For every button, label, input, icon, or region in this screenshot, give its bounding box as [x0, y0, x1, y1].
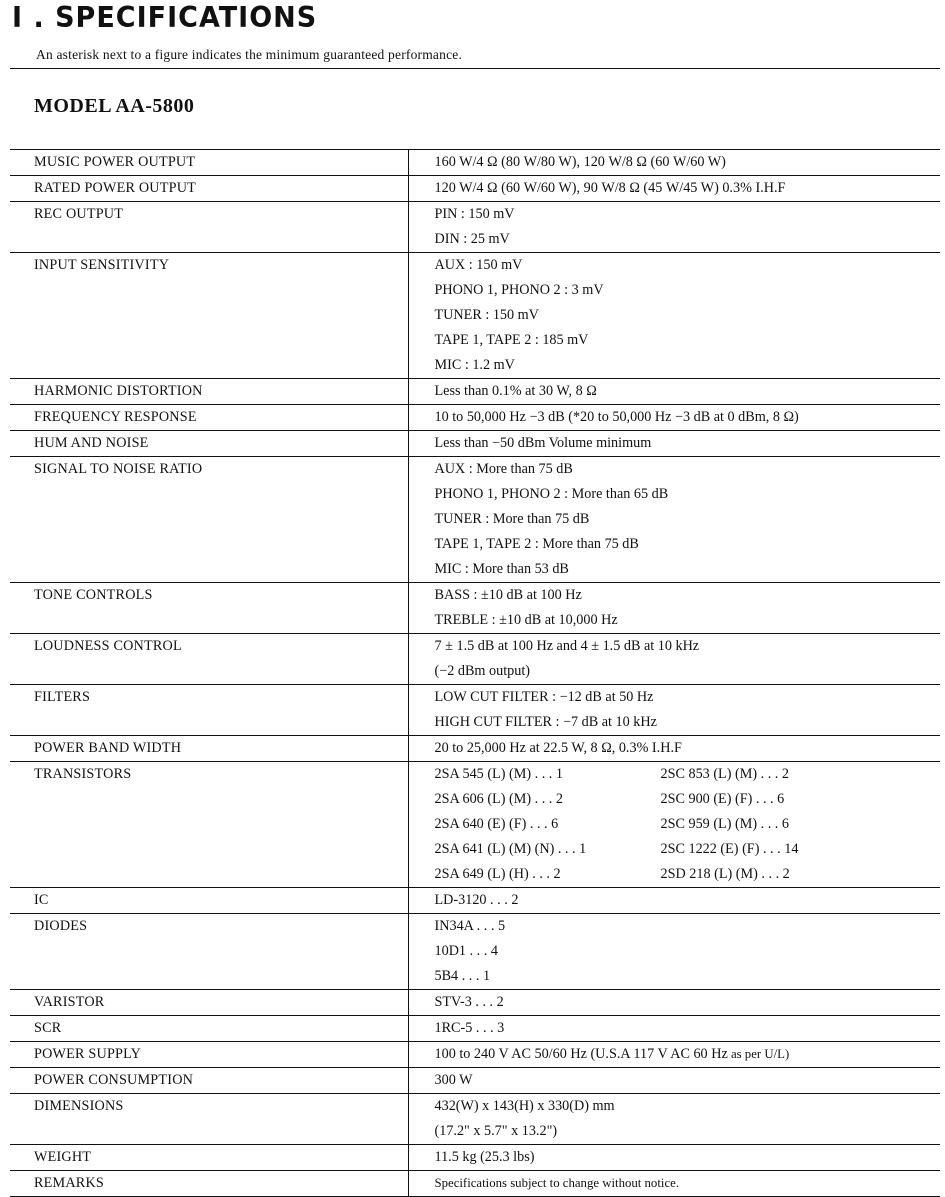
spec-label: DIODES	[10, 914, 408, 990]
spec-value-line: Less than 0.1% at 30 W, 8 Ω	[434, 383, 597, 399]
spec-value-line: LOW CUT FILTER : −12 dB at 50 Hz	[434, 689, 654, 705]
spec-row-harmonic-distortion	[10, 379, 940, 405]
spec-row-input-sensitivity	[10, 253, 940, 379]
transistor-item: 2SD 218 (L) (M) . . . 2	[660, 866, 790, 882]
spec-row-dimensions	[10, 1094, 940, 1145]
spec-value	[408, 1068, 940, 1094]
spec-label: POWER BAND WIDTH	[10, 736, 408, 762]
spec-value-line: 10 to 50,000 Hz −3 dB (*20 to 50,000 Hz −3 dB at 0 dBm, 8 Ω)	[434, 409, 799, 425]
spec-value	[408, 1094, 940, 1145]
spec-value-line: AUX : 150 mV	[434, 257, 523, 273]
spec-row-rated-power-output	[10, 176, 940, 202]
transistor-item: 2SC 1222 (E) (F) . . . 14	[660, 841, 799, 857]
spec-value-line: BASS : ±10 dB at 100 Hz	[434, 587, 582, 603]
spec-value-line: 300 W	[434, 1072, 473, 1088]
spec-value	[408, 457, 940, 583]
spec-value	[408, 1042, 940, 1068]
spec-row-weight	[10, 1145, 940, 1171]
spec-value-line: STV-3 . . . 2	[434, 994, 504, 1010]
spec-value-line: 11.5 kg (25.3 lbs)	[434, 1149, 535, 1165]
spec-value	[408, 634, 940, 685]
spec-value-line: DIN : 25 mV	[434, 231, 510, 247]
transistor-item: 2SA 640 (E) (F) . . . 6	[434, 816, 559, 832]
spec-value-line: PHONO 1, PHONO 2 : More than 65 dB	[434, 486, 669, 502]
spec-label: REC OUTPUT	[10, 202, 408, 253]
transistor-item: 2SC 959 (L) (M) . . . 6	[660, 816, 789, 832]
spec-label: LOUDNESS CONTROL	[10, 634, 408, 685]
spec-value	[408, 379, 940, 405]
spec-row-rec-output	[10, 202, 940, 253]
spec-value	[408, 685, 940, 736]
spec-value	[408, 990, 940, 1016]
spec-row-tone-controls	[10, 583, 940, 634]
spec-row-remarks	[10, 1171, 940, 1197]
spec-row-power-supply	[10, 1042, 940, 1068]
spec-value-line: TAPE 1, TAPE 2 : More than 75 dB	[434, 536, 639, 552]
spec-row-filters	[10, 685, 940, 736]
spec-value-line: TUNER : More than 75 dB	[434, 511, 590, 527]
spec-value	[408, 1171, 940, 1197]
spec-label: TONE CONTROLS	[10, 583, 408, 634]
title-rule	[10, 68, 940, 69]
spec-value	[408, 583, 940, 634]
spec-value-line: PHONO 1, PHONO 2 : 3 mV	[434, 282, 604, 298]
spec-label: FREQUENCY RESPONSE	[10, 405, 408, 431]
spec-label: VARISTOR	[10, 990, 408, 1016]
spec-value	[408, 405, 940, 431]
spec-label: POWER SUPPLY	[10, 1042, 408, 1068]
spec-value-line: Less than −50 dBm Volume minimum	[434, 435, 652, 451]
spec-value-line: 5B4 . . . 1	[434, 968, 491, 984]
spec-value-line: (17.2" x 5.7" x 13.2")	[434, 1123, 558, 1139]
spec-row-diodes	[10, 914, 940, 990]
spec-value-line: 432(W) x 143(H) x 330(D) mm	[434, 1098, 615, 1114]
spec-value	[408, 150, 940, 176]
page-title: I . SPECIFICATIONS	[12, 2, 318, 35]
spec-value-line: MIC : 1.2 mV	[434, 357, 515, 373]
spec-value	[408, 736, 940, 762]
spec-label: DIMENSIONS	[10, 1094, 408, 1145]
spec-label: IC	[10, 888, 408, 914]
spec-value	[408, 1016, 940, 1042]
spec-value-line: LD-3120 . . . 2	[434, 892, 519, 908]
spec-value	[408, 914, 940, 990]
spec-value-line: 1RC-5 . . . 3	[434, 1020, 505, 1036]
transistor-item: 2SA 649 (L) (H) . . . 2	[434, 866, 561, 882]
spec-row-signal-to-noise-ratio	[10, 457, 940, 583]
power-supply-note: as per U/L)	[727, 1047, 790, 1061]
spec-value-line: 10D1 . . . 4	[434, 943, 498, 959]
spec-value-line: MIC : More than 53 dB	[434, 561, 569, 577]
transistor-item: 2SA 606 (L) (M) . . . 2	[434, 791, 563, 807]
spec-value-line: 20 to 25,000 Hz at 22.5 W, 8 Ω, 0.3% I.H.F	[434, 740, 682, 756]
spec-label: POWER CONSUMPTION	[10, 1068, 408, 1094]
spec-value-line: 120 W/4 Ω (60 W/60 W), 90 W/8 Ω (45 W/45 W) 0.3% I.H.F	[434, 180, 786, 196]
spec-value-line: TREBLE : ±10 dB at 10,000 Hz	[434, 612, 618, 628]
spec-value-line: PIN : 150 mV	[434, 206, 515, 222]
spec-value-line: (−2 dBm output)	[434, 663, 530, 679]
spec-value-line: Specifications subject to change without notice.	[434, 1176, 679, 1190]
spec-row-scr	[10, 1016, 940, 1042]
spec-row-loudness-control	[10, 634, 940, 685]
spec-value-line: AUX : More than 75 dB	[434, 461, 573, 477]
spec-value-line: HIGH CUT FILTER : −7 dB at 10 kHz	[434, 714, 657, 730]
transistor-list	[435, 762, 941, 887]
transistor-item: 2SC 853 (L) (M) . . . 2	[660, 766, 789, 782]
spec-label: SIGNAL TO NOISE RATIO	[10, 457, 408, 583]
spec-value-line	[435, 1042, 941, 1067]
spec-value-line: 7 ± 1.5 dB at 100 Hz and 4 ± 1.5 dB at 10 kHz	[434, 638, 700, 654]
specifications-table	[10, 149, 940, 1197]
spec-value	[408, 431, 940, 457]
spec-row-power-consumption	[10, 1068, 940, 1094]
spec-value	[408, 176, 940, 202]
spec-value	[408, 1145, 940, 1171]
spec-value-line: 160 W/4 Ω (80 W/80 W), 120 W/8 Ω (60 W/60 W)	[434, 154, 726, 170]
spec-label: RATED POWER OUTPUT	[10, 176, 408, 202]
spec-row-power-band-width	[10, 736, 940, 762]
spec-label: REMARKS	[10, 1171, 408, 1197]
power-supply-main: 100 to 240 V AC 50/60 Hz (U.S.A 117 V AC 60 Hz	[434, 1046, 728, 1062]
spec-value	[408, 888, 940, 914]
spec-label: INPUT SENSITIVITY	[10, 253, 408, 379]
spec-label: MUSIC POWER OUTPUT	[10, 150, 408, 176]
spec-row-music-power-output	[10, 150, 940, 176]
spec-row-ic	[10, 888, 940, 914]
spec-row-transistors	[10, 762, 940, 888]
transistor-item: 2SA 641 (L) (M) (N) . . . 1	[434, 841, 587, 857]
spec-row-frequency-response	[10, 405, 940, 431]
spec-label: WEIGHT	[10, 1145, 408, 1171]
spec-value	[408, 202, 940, 253]
spec-value	[408, 762, 940, 888]
transistor-item: 2SC 900 (E) (F) . . . 6	[660, 791, 785, 807]
spec-value-line: IN34A . . . 5	[434, 918, 506, 934]
transistor-item: 2SA 545 (L) (M) . . . 1	[434, 766, 563, 782]
spec-label: FILTERS	[10, 685, 408, 736]
spec-value	[408, 253, 940, 379]
spec-label: HUM AND NOISE	[10, 431, 408, 457]
spec-value-line: TUNER : 150 mV	[434, 307, 539, 323]
spec-label: HARMONIC DISTORTION	[10, 379, 408, 405]
spec-row-hum-and-noise	[10, 431, 940, 457]
spec-label: SCR	[10, 1016, 408, 1042]
subtitle-note: An asterisk next to a figure indicates the minimum guaranteed performance.	[36, 47, 463, 62]
spec-value-line: TAPE 1, TAPE 2 : 185 mV	[434, 332, 589, 348]
spec-row-varistor	[10, 990, 940, 1016]
spec-label: TRANSISTORS	[10, 762, 408, 888]
model-heading: MODEL AA-5800	[34, 95, 195, 117]
